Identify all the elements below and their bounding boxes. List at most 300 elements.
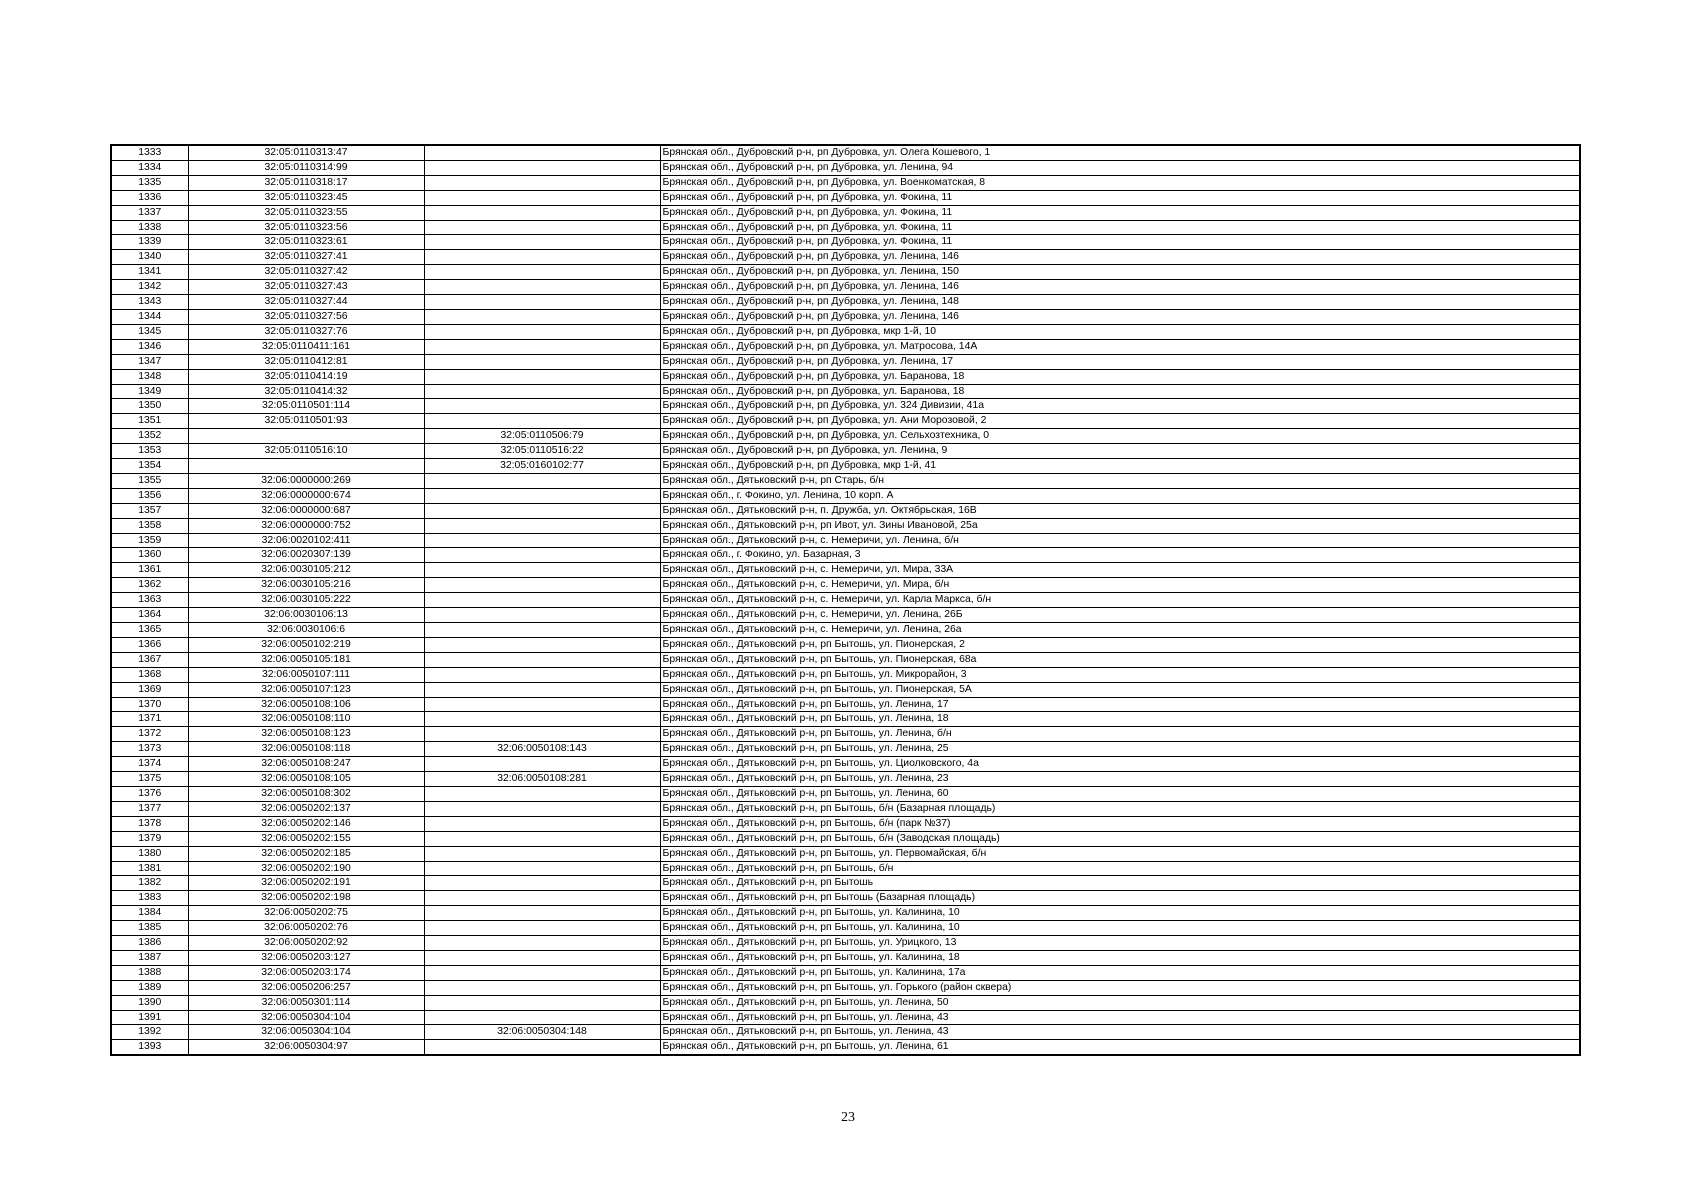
address-cell: Брянская обл., Дятьковский р-н, рп Бытошь, ул. Микрорайон, 3	[660, 667, 1580, 682]
address-cell: Брянская обл., Дятьковский р-н, рп Бытошь, ул. Калинина, 17а	[660, 965, 1580, 980]
address-cell: Брянская обл., Дубровский р-н, рп Дубровка, ул. Ани Морозовой, 2	[660, 414, 1580, 429]
row-number-cell: 1356	[111, 488, 188, 503]
table-row	[111, 578, 1580, 593]
address-cell: Брянская обл., Дятьковский р-н, рп Бытошь, ул. Урицкого, 13	[660, 936, 1580, 951]
address-cell: Брянская обл., Дятьковский р-н, рп Бытошь, б/н	[660, 861, 1580, 876]
cadastral-number-cell: 32:05:0110327:41	[188, 250, 424, 265]
related-cadastral-number-cell: 32:06:0050304:148	[424, 1025, 660, 1040]
row-number-cell: 1344	[111, 309, 188, 324]
cadastral-number-cell: 32:05:0110313:47	[188, 145, 424, 160]
related-cadastral-number-cell	[424, 190, 660, 205]
table-row	[111, 563, 1580, 578]
cadastral-number-cell: 32:06:0050102:219	[188, 637, 424, 652]
address-cell: Брянская обл., Дятьковский р-н, с. Немеричи, ул. Мира, б/н	[660, 578, 1580, 593]
cadastral-number-cell: 32:05:0110411:161	[188, 339, 424, 354]
row-number-cell: 1375	[111, 772, 188, 787]
row-number-cell: 1338	[111, 220, 188, 235]
address-cell: Брянская обл., Дятьковский р-н, с. Немеричи, ул. Ленина, 26а	[660, 623, 1580, 638]
cadastral-number-cell: 32:06:0050202:191	[188, 876, 424, 891]
cadastral-number-cell: 32:05:0110412:81	[188, 354, 424, 369]
row-number-cell: 1337	[111, 205, 188, 220]
related-cadastral-number-cell: 32:06:0050108:143	[424, 742, 660, 757]
row-number-cell: 1349	[111, 384, 188, 399]
address-cell: Брянская обл., Дубровский р-н, рп Дубровка, мкр 1-й, 41	[660, 459, 1580, 474]
cadastral-number-cell: 32:06:0000000:674	[188, 488, 424, 503]
address-cell: Брянская обл., Дятьковский р-н, рп Бытошь, ул. Ленина, 18	[660, 712, 1580, 727]
table-row	[111, 637, 1580, 652]
table-row	[111, 190, 1580, 205]
related-cadastral-number-cell	[424, 548, 660, 563]
row-number-cell: 1378	[111, 816, 188, 831]
related-cadastral-number-cell	[424, 265, 660, 280]
address-cell: Брянская обл., Дятьковский р-н, п. Дружба, ул. Октябрьская, 16В	[660, 503, 1580, 518]
row-number-cell: 1383	[111, 891, 188, 906]
cadastral-number-cell: 32:05:0110323:61	[188, 235, 424, 250]
table-row	[111, 697, 1580, 712]
row-number-cell: 1342	[111, 280, 188, 295]
table-row	[111, 950, 1580, 965]
row-number-cell: 1381	[111, 861, 188, 876]
cadastral-number-cell: 32:06:0050108:123	[188, 727, 424, 742]
cadastral-number-cell: 32:06:0000000:269	[188, 473, 424, 488]
address-cell: Брянская обл., Дятьковский р-н, с. Немеричи, ул. Карла Маркса, б/н	[660, 593, 1580, 608]
address-cell: Брянская обл., Дубровский р-н, рп Дубровка, ул. Ленина, 17	[660, 354, 1580, 369]
address-cell: Брянская обл., Дубровский р-н, рп Дубровка, ул. Ленина, 148	[660, 295, 1580, 310]
related-cadastral-number-cell	[424, 220, 660, 235]
table-row	[111, 786, 1580, 801]
cadastral-number-cell: 32:06:0000000:752	[188, 518, 424, 533]
related-cadastral-number-cell	[424, 1010, 660, 1025]
related-cadastral-number-cell	[424, 309, 660, 324]
address-cell: Брянская обл., Дятьковский р-н, рп Бытошь, ул. Пионерская, 5А	[660, 682, 1580, 697]
related-cadastral-number-cell	[424, 160, 660, 175]
cadastral-number-cell: 32:06:0030105:216	[188, 578, 424, 593]
registry-table	[110, 144, 1581, 1056]
row-number-cell: 1366	[111, 637, 188, 652]
related-cadastral-number-cell	[424, 816, 660, 831]
cadastral-number-cell: 32:06:0050107:123	[188, 682, 424, 697]
related-cadastral-number-cell	[424, 488, 660, 503]
table-row	[111, 444, 1580, 459]
table-row	[111, 160, 1580, 175]
related-cadastral-number-cell	[424, 921, 660, 936]
row-number-cell: 1355	[111, 473, 188, 488]
address-cell: Брянская обл., Дятьковский р-н, рп Бытошь, ул. Калинина, 18	[660, 950, 1580, 965]
table-row	[111, 220, 1580, 235]
cadastral-number-cell: 32:06:0050202:75	[188, 906, 424, 921]
cadastral-number-cell: 32:05:0110414:19	[188, 369, 424, 384]
row-number-cell: 1392	[111, 1025, 188, 1040]
row-number-cell: 1386	[111, 936, 188, 951]
related-cadastral-number-cell	[424, 324, 660, 339]
related-cadastral-number-cell	[424, 876, 660, 891]
related-cadastral-number-cell	[424, 145, 660, 160]
cadastral-number-cell: 32:05:0110516:10	[188, 444, 424, 459]
table-row	[111, 742, 1580, 757]
cadastral-number-cell: 32:06:0050105:181	[188, 652, 424, 667]
related-cadastral-number-cell	[424, 235, 660, 250]
address-cell: Брянская обл., Дятьковский р-н, рп Бытошь, б/н (парк №37)	[660, 816, 1580, 831]
related-cadastral-number-cell	[424, 369, 660, 384]
table-row	[111, 145, 1580, 160]
table-row	[111, 354, 1580, 369]
address-cell: Брянская обл., Дятьковский р-н, с. Немеричи, ул. Ленина, б/н	[660, 533, 1580, 548]
address-cell: Брянская обл., Дубровский р-н, рп Дубровка, ул. Ленина, 150	[660, 265, 1580, 280]
registry-table-body	[111, 145, 1580, 1055]
cadastral-number-cell: 32:05:0110327:43	[188, 280, 424, 295]
related-cadastral-number-cell	[424, 727, 660, 742]
table-row	[111, 667, 1580, 682]
cadastral-number-cell: 32:06:0030105:222	[188, 593, 424, 608]
related-cadastral-number-cell: 32:05:0110506:79	[424, 429, 660, 444]
cadastral-number-cell: 32:06:0050108:247	[188, 757, 424, 772]
table-row	[111, 533, 1580, 548]
row-number-cell: 1380	[111, 846, 188, 861]
cadastral-number-cell: 32:05:0110314:99	[188, 160, 424, 175]
cadastral-number-cell: 32:06:0050203:174	[188, 965, 424, 980]
address-cell: Брянская обл., Дубровский р-н, рп Дубровка, ул. Баранова, 18	[660, 369, 1580, 384]
row-number-cell: 1351	[111, 414, 188, 429]
related-cadastral-number-cell	[424, 712, 660, 727]
table-row	[111, 921, 1580, 936]
related-cadastral-number-cell	[424, 1040, 660, 1055]
address-cell: Брянская обл., Дятьковский р-н, рп Бытошь, ул. Пионерская, 2	[660, 637, 1580, 652]
row-number-cell: 1334	[111, 160, 188, 175]
related-cadastral-number-cell	[424, 831, 660, 846]
related-cadastral-number-cell: 32:06:0050108:281	[424, 772, 660, 787]
related-cadastral-number-cell	[424, 936, 660, 951]
table-row	[111, 891, 1580, 906]
related-cadastral-number-cell	[424, 965, 660, 980]
address-cell: Брянская обл., Дубровский р-н, рп Дубровка, ул. Фокина, 11	[660, 235, 1580, 250]
related-cadastral-number-cell	[424, 593, 660, 608]
table-row	[111, 175, 1580, 190]
row-number-cell: 1372	[111, 727, 188, 742]
cadastral-number-cell: 32:05:0110323:55	[188, 205, 424, 220]
address-cell: Брянская обл., Дятьковский р-н, рп Бытошь, ул. Циолковского, 4а	[660, 757, 1580, 772]
row-number-cell: 1389	[111, 980, 188, 995]
address-cell: Брянская обл., Дубровский р-н, рп Дубровка, ул. Баранова, 18	[660, 384, 1580, 399]
table-row	[111, 623, 1580, 638]
table-row	[111, 846, 1580, 861]
address-cell: Брянская обл., Дятьковский р-н, рп Бытошь, ул. Ленина, б/н	[660, 727, 1580, 742]
table-row	[111, 727, 1580, 742]
cadastral-number-cell: 32:06:0020307:139	[188, 548, 424, 563]
related-cadastral-number-cell	[424, 652, 660, 667]
related-cadastral-number-cell	[424, 354, 660, 369]
related-cadastral-number-cell	[424, 697, 660, 712]
row-number-cell: 1385	[111, 921, 188, 936]
related-cadastral-number-cell	[424, 846, 660, 861]
address-cell: Брянская обл., Дубровский р-н, рп Дубровка, ул. Фокина, 11	[660, 190, 1580, 205]
row-number-cell: 1350	[111, 399, 188, 414]
table-row	[111, 459, 1580, 474]
cadastral-number-cell: 32:05:0110327:44	[188, 295, 424, 310]
cadastral-number-cell: 32:06:0050202:137	[188, 801, 424, 816]
related-cadastral-number-cell: 32:05:0110516:22	[424, 444, 660, 459]
related-cadastral-number-cell	[424, 518, 660, 533]
related-cadastral-number-cell	[424, 682, 660, 697]
row-number-cell: 1370	[111, 697, 188, 712]
table-row	[111, 518, 1580, 533]
address-cell: Брянская обл., Дятьковский р-н, рп Бытошь, ул. Ленина, 17	[660, 697, 1580, 712]
address-cell: Брянская обл., Дятьковский р-н, рп Старь, б/н	[660, 473, 1580, 488]
related-cadastral-number-cell	[424, 295, 660, 310]
row-number-cell: 1340	[111, 250, 188, 265]
cadastral-number-cell: 32:06:0050107:111	[188, 667, 424, 682]
related-cadastral-number-cell	[424, 950, 660, 965]
row-number-cell: 1376	[111, 786, 188, 801]
related-cadastral-number-cell	[424, 563, 660, 578]
cadastral-number-cell: 32:06:0050206:257	[188, 980, 424, 995]
table-row	[111, 503, 1580, 518]
table-row	[111, 384, 1580, 399]
cadastral-number-cell: 32:06:0050301:114	[188, 995, 424, 1010]
address-cell: Брянская обл., Дубровский р-н, рп Дубровка, ул. Фокина, 11	[660, 220, 1580, 235]
row-number-cell: 1369	[111, 682, 188, 697]
cadastral-number-cell	[188, 429, 424, 444]
related-cadastral-number-cell: 32:05:0160102:77	[424, 459, 660, 474]
cadastral-number-cell: 32:05:0110323:56	[188, 220, 424, 235]
cadastral-number-cell: 32:05:0110327:42	[188, 265, 424, 280]
row-number-cell: 1361	[111, 563, 188, 578]
related-cadastral-number-cell	[424, 786, 660, 801]
table-row	[111, 473, 1580, 488]
table-row	[111, 757, 1580, 772]
cadastral-number-cell: 32:06:0050202:92	[188, 936, 424, 951]
cadastral-number-cell: 32:06:0030106:13	[188, 608, 424, 623]
address-cell: Брянская обл., Дубровский р-н, рп Дубровка, ул. Ленина, 9	[660, 444, 1580, 459]
table-row	[111, 339, 1580, 354]
address-cell: Брянская обл., Дятьковский р-н, рп Бытошь, б/н (Заводская площадь)	[660, 831, 1580, 846]
address-cell: Брянская обл., Дубровский р-н, рп Дубровка, ул. Военкоматская, 8	[660, 175, 1580, 190]
row-number-cell: 1371	[111, 712, 188, 727]
related-cadastral-number-cell	[424, 250, 660, 265]
table-row	[111, 369, 1580, 384]
table-row	[111, 772, 1580, 787]
related-cadastral-number-cell	[424, 995, 660, 1010]
related-cadastral-number-cell	[424, 399, 660, 414]
table-row	[111, 235, 1580, 250]
row-number-cell: 1341	[111, 265, 188, 280]
table-row	[111, 980, 1580, 995]
row-number-cell: 1353	[111, 444, 188, 459]
table-row	[111, 831, 1580, 846]
address-cell: Брянская обл., Дятьковский р-н, рп Бытошь, ул. Калинина, 10	[660, 921, 1580, 936]
table-row	[111, 488, 1580, 503]
cadastral-number-cell: 32:06:0050202:76	[188, 921, 424, 936]
cadastral-number-cell: 32:06:0050304:104	[188, 1010, 424, 1025]
address-cell: Брянская обл., Дубровский р-н, рп Дубровка, ул. Ленина, 146	[660, 280, 1580, 295]
table-row	[111, 1025, 1580, 1040]
row-number-cell: 1390	[111, 995, 188, 1010]
table-row	[111, 324, 1580, 339]
row-number-cell: 1335	[111, 175, 188, 190]
cadastral-number-cell: 32:05:0110318:17	[188, 175, 424, 190]
cadastral-number-cell: 32:06:0020102:411	[188, 533, 424, 548]
address-cell: Брянская обл., Дятьковский р-н, рп Бытошь, ул. Горького (район сквера)	[660, 980, 1580, 995]
cadastral-number-cell: 32:05:0110414:32	[188, 384, 424, 399]
cadastral-number-cell: 32:06:0050108:118	[188, 742, 424, 757]
cadastral-number-cell: 32:06:0050202:198	[188, 891, 424, 906]
cadastral-number-cell: 32:05:0110327:56	[188, 309, 424, 324]
table-row	[111, 906, 1580, 921]
row-number-cell: 1387	[111, 950, 188, 965]
cadastral-number-cell: 32:06:0050203:127	[188, 950, 424, 965]
address-cell: Брянская обл., Дятьковский р-н, рп Бытошь, ул. Ленина, 23	[660, 772, 1580, 787]
cadastral-number-cell: 32:06:0030106:6	[188, 623, 424, 638]
row-number-cell: 1333	[111, 145, 188, 160]
table-row	[111, 652, 1580, 667]
address-cell: Брянская обл., Дубровский р-н, рп Дубровка, ул. Ленина, 146	[660, 250, 1580, 265]
address-cell: Брянская обл., Дятьковский р-н, рп Бытошь (Базарная площадь)	[660, 891, 1580, 906]
address-cell: Брянская обл., Дятьковский р-н, рп Бытошь, ул. Ленина, 50	[660, 995, 1580, 1010]
row-number-cell: 1348	[111, 369, 188, 384]
address-cell: Брянская обл., Дятьковский р-н, с. Немеричи, ул. Мира, 33А	[660, 563, 1580, 578]
address-cell: Брянская обл., Дятьковский р-н, рп Бытошь, ул. Пионерская, 68а	[660, 652, 1580, 667]
address-cell: Брянская обл., Дятьковский р-н, рп Бытошь, ул. Ленина, 60	[660, 786, 1580, 801]
cadastral-number-cell: 32:05:0110327:76	[188, 324, 424, 339]
address-cell: Брянская обл., Дятьковский р-н, рп Бытошь, ул. Ленина, 43	[660, 1010, 1580, 1025]
related-cadastral-number-cell	[424, 578, 660, 593]
address-cell: Брянская обл., Дятьковский р-н, рп Бытошь, ул. Калинина, 10	[660, 906, 1580, 921]
address-cell: Брянская обл., Дубровский р-н, рп Дубровка, ул. 324 Дивизии, 41а	[660, 399, 1580, 414]
row-number-cell: 1336	[111, 190, 188, 205]
cadastral-number-cell: 32:06:0030105:212	[188, 563, 424, 578]
table-row	[111, 712, 1580, 727]
related-cadastral-number-cell	[424, 667, 660, 682]
row-number-cell: 1352	[111, 429, 188, 444]
cadastral-number-cell: 32:05:0110323:45	[188, 190, 424, 205]
row-number-cell: 1359	[111, 533, 188, 548]
table-row	[111, 205, 1580, 220]
row-number-cell: 1388	[111, 965, 188, 980]
related-cadastral-number-cell	[424, 608, 660, 623]
row-number-cell: 1384	[111, 906, 188, 921]
row-number-cell: 1391	[111, 1010, 188, 1025]
row-number-cell: 1377	[111, 801, 188, 816]
table-row	[111, 280, 1580, 295]
related-cadastral-number-cell	[424, 801, 660, 816]
row-number-cell: 1346	[111, 339, 188, 354]
row-number-cell: 1363	[111, 593, 188, 608]
cadastral-number-cell: 32:06:0050108:105	[188, 772, 424, 787]
row-number-cell: 1364	[111, 608, 188, 623]
related-cadastral-number-cell	[424, 861, 660, 876]
table-row	[111, 265, 1580, 280]
address-cell: Брянская обл., г. Фокино, ул. Ленина, 10 корп. А	[660, 488, 1580, 503]
table-row	[111, 309, 1580, 324]
table-row	[111, 429, 1580, 444]
related-cadastral-number-cell	[424, 533, 660, 548]
address-cell: Брянская обл., Дубровский р-н, рп Дубровка, ул. Сельхозтехника, 0	[660, 429, 1580, 444]
table-row	[111, 861, 1580, 876]
related-cadastral-number-cell	[424, 637, 660, 652]
table-row	[111, 816, 1580, 831]
table-row	[111, 995, 1580, 1010]
table-row	[111, 414, 1580, 429]
related-cadastral-number-cell	[424, 980, 660, 995]
table-row	[111, 399, 1580, 414]
related-cadastral-number-cell	[424, 503, 660, 518]
row-number-cell: 1343	[111, 295, 188, 310]
cadastral-number-cell: 32:05:0110501:93	[188, 414, 424, 429]
address-cell: Брянская обл., Дятьковский р-н, рп Бытошь	[660, 876, 1580, 891]
related-cadastral-number-cell	[424, 623, 660, 638]
address-cell: Брянская обл., Дубровский р-н, рп Дубровка, ул. Ленина, 94	[660, 160, 1580, 175]
related-cadastral-number-cell	[424, 205, 660, 220]
address-cell: Брянская обл., Дятьковский р-н, с. Немеричи, ул. Ленина, 26Б	[660, 608, 1580, 623]
related-cadastral-number-cell	[424, 175, 660, 190]
cadastral-number-cell: 32:06:0000000:687	[188, 503, 424, 518]
address-cell: Брянская обл., Дубровский р-н, рп Дубровка, ул. Олега Кошевого, 1	[660, 145, 1580, 160]
row-number-cell: 1339	[111, 235, 188, 250]
row-number-cell: 1382	[111, 876, 188, 891]
related-cadastral-number-cell	[424, 906, 660, 921]
cadastral-number-cell	[188, 459, 424, 474]
cadastral-number-cell: 32:06:0050202:155	[188, 831, 424, 846]
row-number-cell: 1374	[111, 757, 188, 772]
related-cadastral-number-cell	[424, 473, 660, 488]
table-row	[111, 801, 1580, 816]
row-number-cell: 1360	[111, 548, 188, 563]
address-cell: Брянская обл., Дубровский р-н, рп Дубровка, ул. Фокина, 11	[660, 205, 1580, 220]
table-row	[111, 876, 1580, 891]
row-number-cell: 1362	[111, 578, 188, 593]
related-cadastral-number-cell	[424, 280, 660, 295]
address-cell: Брянская обл., Дубровский р-н, рп Дубровка, ул. Ленина, 146	[660, 309, 1580, 324]
address-cell: Брянская обл., Дятьковский р-н, рп Бытошь, ул. Ленина, 25	[660, 742, 1580, 757]
cadastral-number-cell: 32:06:0050202:190	[188, 861, 424, 876]
table-row	[111, 936, 1580, 951]
row-number-cell: 1354	[111, 459, 188, 474]
address-cell: Брянская обл., Дубровский р-н, рп Дубровка, ул. Матросова, 14А	[660, 339, 1580, 354]
row-number-cell: 1393	[111, 1040, 188, 1055]
table-row	[111, 250, 1580, 265]
row-number-cell: 1365	[111, 623, 188, 638]
cadastral-number-cell: 32:06:0050108:106	[188, 697, 424, 712]
table-row	[111, 682, 1580, 697]
row-number-cell: 1368	[111, 667, 188, 682]
address-cell: Брянская обл., Дятьковский р-н, рп Бытошь, ул. Ленина, 43	[660, 1025, 1580, 1040]
row-number-cell: 1379	[111, 831, 188, 846]
related-cadastral-number-cell	[424, 384, 660, 399]
address-cell: Брянская обл., Дятьковский р-н, рп Бытошь, ул. Первомайская, б/н	[660, 846, 1580, 861]
address-cell: Брянская обл., Дятьковский р-н, рп Бытошь, б/н (Базарная площадь)	[660, 801, 1580, 816]
address-cell: Брянская обл., Дубровский р-н, рп Дубровка, мкр 1-й, 10	[660, 324, 1580, 339]
related-cadastral-number-cell	[424, 414, 660, 429]
cadastral-number-cell: 32:06:0050108:302	[188, 786, 424, 801]
row-number-cell: 1367	[111, 652, 188, 667]
cadastral-number-cell: 32:06:0050202:146	[188, 816, 424, 831]
cadastral-number-cell: 32:06:0050202:185	[188, 846, 424, 861]
cadastral-number-cell: 32:06:0050304:104	[188, 1025, 424, 1040]
cadastral-number-cell: 32:06:0050108:110	[188, 712, 424, 727]
row-number-cell: 1345	[111, 324, 188, 339]
table-row	[111, 593, 1580, 608]
page-number: 23	[841, 1110, 855, 1125]
related-cadastral-number-cell	[424, 757, 660, 772]
row-number-cell: 1358	[111, 518, 188, 533]
table-row	[111, 548, 1580, 563]
table-row	[111, 1010, 1580, 1025]
related-cadastral-number-cell	[424, 891, 660, 906]
row-number-cell: 1347	[111, 354, 188, 369]
table-row	[111, 965, 1580, 980]
address-cell: Брянская обл., Дятьковский р-н, рп Ивот, ул. Зины Ивановой, 25а	[660, 518, 1580, 533]
cadastral-number-cell: 32:06:0050304:97	[188, 1040, 424, 1055]
table-row	[111, 608, 1580, 623]
